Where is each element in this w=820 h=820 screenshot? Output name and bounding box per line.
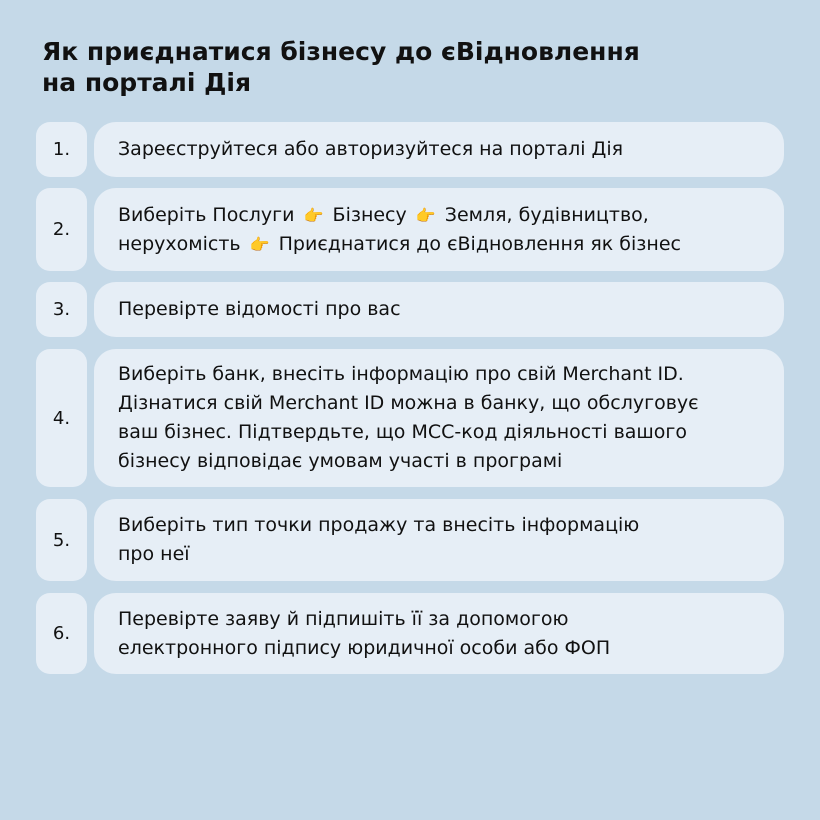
pointing-hand-icon: 👉	[249, 234, 270, 254]
step-text-part: Земля, будівництво,	[444, 203, 649, 226]
step-number: 5.	[36, 499, 87, 581]
step-2	[36, 188, 784, 271]
step-number: 2.	[36, 188, 87, 271]
title-line-2: на порталі Дія	[42, 68, 252, 97]
step-card	[94, 593, 784, 674]
step-text-line: електронного підпису юридичної особи або ФОП	[118, 636, 611, 659]
step-text-part: Приєднатися до єВідновлення як бізнес	[278, 232, 681, 255]
step-text-line: Перевірте заяву й підпишіть її за допомогою	[118, 607, 569, 630]
step-text-line: Перевірте відомості про вас	[118, 298, 401, 320]
step-text-line: бізнесу відповідає умовам участі в програмі	[118, 450, 563, 472]
step-card	[94, 349, 784, 487]
page-title	[42, 36, 742, 98]
step-3	[36, 282, 784, 337]
step-5	[36, 499, 784, 581]
step-4	[36, 349, 784, 487]
step-card	[94, 499, 784, 581]
step-text-part: Виберіть Послуги	[118, 203, 295, 226]
step-text-line: ваш бізнес. Підтвердьте, що MCC-код діяльності вашого	[118, 421, 688, 443]
step-6	[36, 593, 784, 674]
step-text-line: про неї	[118, 543, 190, 565]
step-card	[94, 188, 784, 271]
pointing-hand-icon: 👉	[303, 205, 324, 225]
step-1	[36, 122, 784, 177]
step-number: 6.	[36, 593, 87, 674]
step-text-part: Бізнесу	[332, 203, 407, 226]
step-text-line: Дізнатися свій Merchant ID можна в банку, що обслуговує	[118, 392, 699, 414]
step-number: 1.	[36, 122, 87, 177]
step-text-line: Виберіть тип точки продажу та внесіть інформацію	[118, 514, 640, 536]
step-number: 3.	[36, 282, 87, 337]
step-text-line: Виберіть банк, внесіть інформацію про свій Merchant ID.	[118, 363, 684, 385]
title-line-1: Як приєднатися бізнесу до єВідновлення	[42, 37, 640, 66]
step-number: 4.	[36, 349, 87, 487]
step-text-part: нерухомість	[118, 232, 241, 255]
step-text-line: Зареєструйтеся або авторизуйтеся на порталі Дія	[118, 138, 624, 160]
step-card	[94, 122, 784, 177]
step-card	[94, 282, 784, 337]
pointing-hand-icon: 👉	[415, 205, 436, 225]
